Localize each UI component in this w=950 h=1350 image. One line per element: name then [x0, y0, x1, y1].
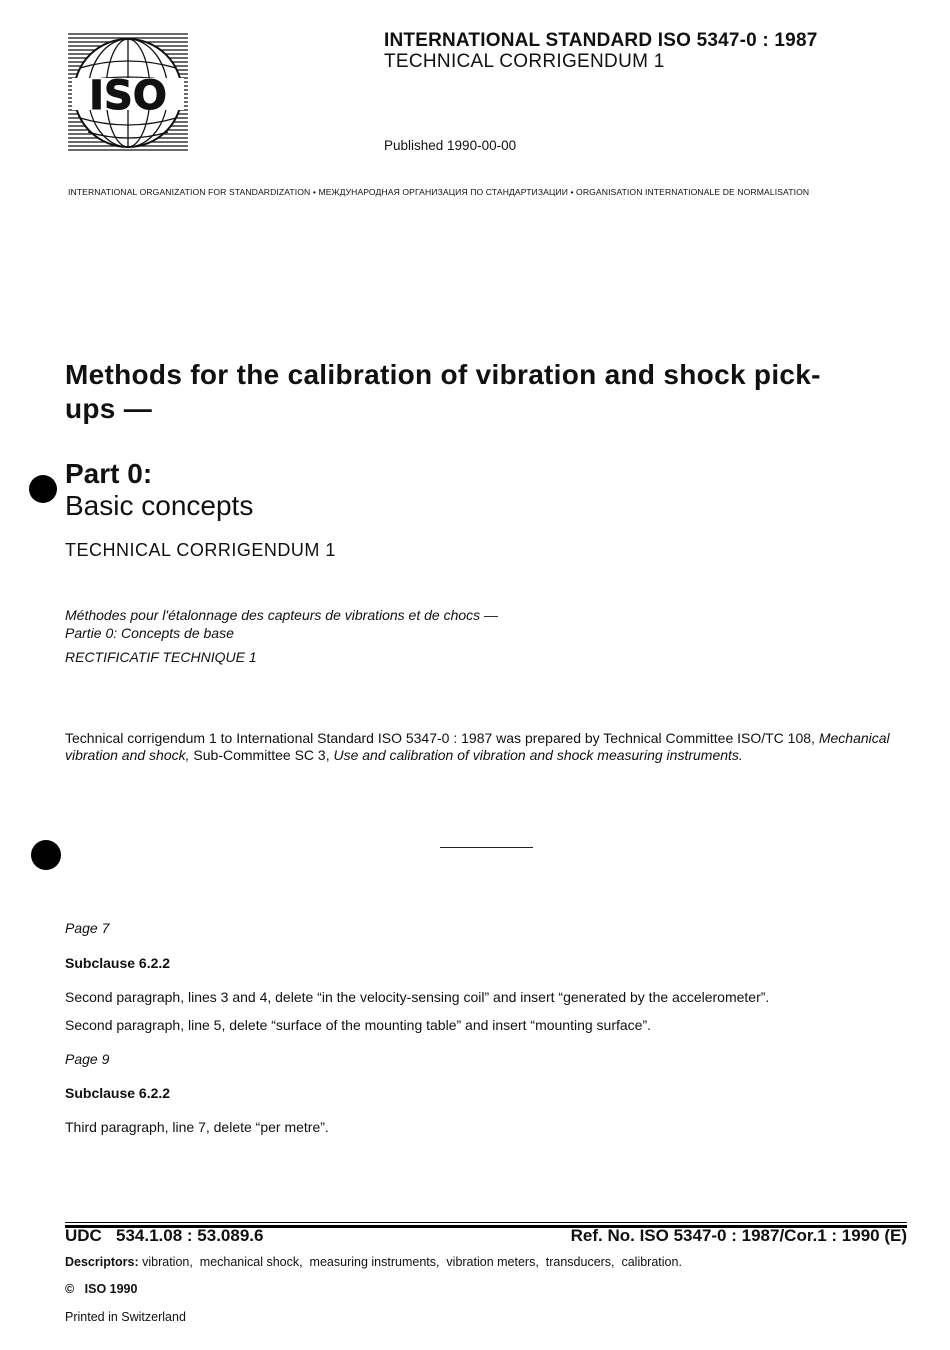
bullet-dot-icon [29, 475, 57, 503]
document-title: Methods for the calibration of vibration and shock pick-ups — [65, 359, 821, 424]
part-subtitle: Basic concepts [65, 490, 254, 521]
iso-logo [68, 32, 188, 154]
footer-rule [65, 1222, 907, 1223]
page-ref-7: Page 7 [65, 920, 110, 936]
french-title-line3: RECTIFICATIF TECHNIQUE 1 [65, 649, 257, 665]
printed-location: Printed in Switzerland [65, 1310, 186, 1324]
copyright: © ISO 1990 [65, 1282, 138, 1296]
organization-line: INTERNATIONAL ORGANIZATION FOR STANDARDIZATION • МЕЖДУНАРОДНАЯ ОРГАНИЗАЦИЯ ПО СТАНДАРТИЗАЦИИ • ORGANISATION INTERNATIONALE DE NORMALISATION [68, 187, 810, 197]
correction-line: Third paragraph, line 7, delete “per metre”. [65, 1119, 329, 1135]
intro-paragraph: Technical corrigendum 1 to International Standard ISO 5347-0 : 1987 was prepared by Technical Committee ISO/TC 108, Mechanical vibration and shock, Sub-Committee SC 3, Use and calibration of vibration and shock measuring instruments. [65, 730, 890, 763]
french-title-line2: Partie 0: Concepts de base [65, 625, 234, 641]
part-number: Part 0: [65, 458, 153, 489]
french-title-line1: Méthodes pour l'étalonnage des capteurs de vibrations et de chocs — [65, 607, 499, 623]
page-ref-9: Page 9 [65, 1051, 110, 1067]
corrigendum-heading: TECHNICAL CORRIGENDUM 1 [65, 540, 336, 560]
subclause-heading: Subclause 6.2.2 [65, 1085, 171, 1101]
reference-number: Ref. No. ISO 5347-0 : 1987/Cor.1 : 1990 (E) [570, 1226, 907, 1245]
bullet-dot-icon [31, 840, 61, 870]
correction-line: Second paragraph, lines 3 and 4, delete “in the velocity-sensing coil” and insert “generated by the accelerometer”. [65, 989, 770, 1005]
descriptors: Descriptors: vibration, mechanical shock, measuring instruments, vibration meters, transducers, calibration. [65, 1255, 682, 1269]
publication-date: Published 1990-00-00 [384, 138, 517, 153]
subclause-heading: Subclause 6.2.2 [65, 955, 171, 971]
corrigendum-label: TECHNICAL CORRIGENDUM 1 [384, 51, 665, 72]
svg-text:ISO: ISO [89, 73, 167, 119]
separator-line [440, 847, 533, 848]
correction-line: Second paragraph, line 5, delete “surface of the mounting table” and insert “mounting surface”. [65, 1017, 652, 1033]
standard-designation: INTERNATIONAL STANDARD ISO 5347-0 : 1987 [384, 30, 818, 51]
udc-code: UDC 534.1.08 : 53.089.6 [65, 1226, 264, 1245]
